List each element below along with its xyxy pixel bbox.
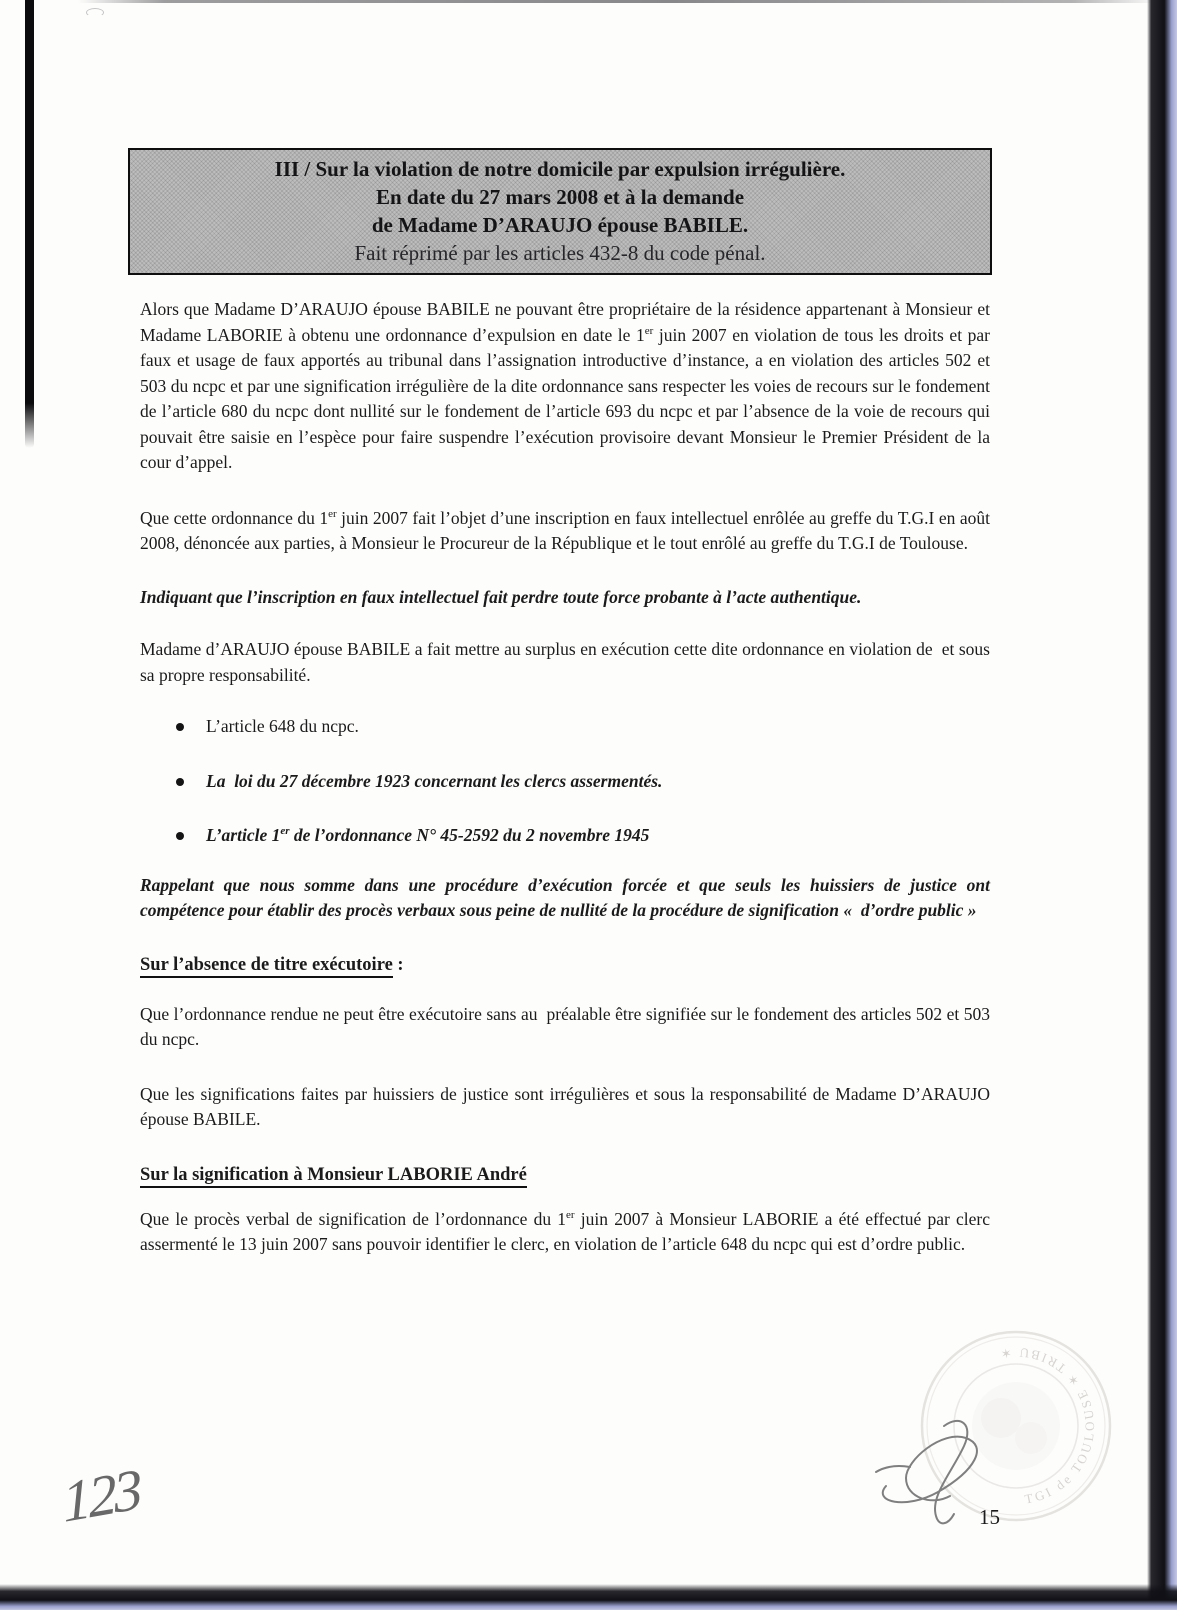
paragraph-alors bbox=[140, 297, 990, 476]
list-item-text bbox=[206, 823, 649, 849]
heading-underlined-text: Sur la signification à Monsieur LABORIE André bbox=[140, 1165, 527, 1188]
bullet-dot bbox=[176, 778, 184, 786]
paragraph-rendue: Que l’ordonnance rendue ne peut être exécutoire sans au préalable être signifiée sur le fondement des articles 502 et 503 du ncpc. bbox=[140, 1003, 990, 1049]
scan-edge-right bbox=[1147, 0, 1177, 1610]
paragraph-madame: Madame d’ARAUJO épouse BABILE a fait mettre au surplus en exécution cette dite ordonnance en violation de et sous sa propre responsabilité. bbox=[140, 639, 990, 685]
paragraph-ordonnance-text: Que cette ordonnance du 1 bbox=[140, 507, 329, 528]
paragraph-rappelant: Rappelant que nous somme dans une procédure d’exécution forcée et que seuls les huissiers de justice ont compétence pour établir des procès verbaux sous peine de nullité de la procédure de signification « d’ordre public » bbox=[140, 874, 990, 920]
scan-edge-bottom bbox=[0, 1584, 1177, 1610]
ordinal-superscript: er bbox=[328, 507, 337, 520]
paragraph-proces-verbal bbox=[140, 1207, 990, 1258]
section-title-line2: En date du 27 mars 2008 et à la demande bbox=[375, 185, 745, 209]
section-title-box bbox=[128, 148, 992, 275]
list-item-text-part2: de l’ordonnance N° 45-2592 du 2 novembre 1945 bbox=[289, 825, 650, 845]
list-item-text: L’article 648 du ncpc. bbox=[206, 716, 359, 736]
paragraph-ordonnance-text2: juin 2007 fait l’objet d’une inscription en faux intellectuel enrôlée au greffe du T.G.I en août 2008, dénoncée aux parties, à Monsieur le Procureur de la République et le tout enrôlé au greffe du T.G.I de Toulouse. bbox=[140, 507, 990, 553]
list-item-article-648 bbox=[176, 714, 990, 740]
section-title-line1: III / Sur la violation de notre domicile par expulsion irrégulière. bbox=[274, 157, 846, 181]
paragraph-significations: Que les significations faites par huissiers de justice sont irrégulières et sous la responsabilité de Madame D’ARAUJO épouse BABILE. bbox=[140, 1083, 990, 1129]
heading-underlined-text: Sur l’absence de titre exécutoire bbox=[140, 955, 393, 978]
paragraph-proces-text: Que le procès verbal de signification de l’ordonnance du 1 bbox=[140, 1208, 567, 1229]
ordinal-superscript: er bbox=[566, 1208, 575, 1221]
paragraph-indiquant: Indiquant que l’inscription en faux intellectuel fait perdre toute force probante à l’acte authentique. bbox=[140, 586, 862, 607]
page-number: 15 bbox=[979, 1505, 1000, 1529]
heading-suffix: : bbox=[392, 954, 404, 975]
scan-edge-left-bar bbox=[25, 0, 34, 448]
scan-edge-top bbox=[78, 0, 1159, 3]
bullet-dot bbox=[176, 832, 184, 840]
stamp-arc-text: TGI de TOULOUSE ✶ TRIBU ✶ bbox=[996, 1344, 1098, 1507]
ordinal-superscript: er bbox=[644, 324, 654, 337]
list-item-text: La loi du 27 décembre 1923 concernant les clercs assermentés. bbox=[206, 770, 663, 791]
list-item-text-part1: L’article 1 bbox=[206, 825, 281, 845]
scan-smudge bbox=[86, 8, 104, 17]
paragraph-alors-text2: juin 2007 en violation de tous les droits et par faux et usage de faux apportés au tribunal dans l’assignation introductive d’instance, a en violation des articles 502 et 503 du ncpc et par une signification irrégulière de la dite ordonnance sans respecter les voies de recours sur le fondement de l’article 680 du ncpc dont nullité sur le fondement de l’article 693 du ncpc et par l’absence de la voie de recours qui pouvait être saisie en l’espèce pour faire suspendre l’exécution provisoire devant Monsieur le Premier Président de la cour d’appel. bbox=[140, 324, 990, 472]
list-item-ordonnance-1945 bbox=[176, 823, 990, 849]
handwritten-number: 123 bbox=[60, 1456, 142, 1535]
list-item-loi-1923 bbox=[176, 769, 990, 795]
ordinal-superscript: er bbox=[280, 825, 290, 838]
bullet-dot bbox=[176, 723, 184, 731]
section-title-line4: Fait réprimé par les articles 432-8 du code pénal. bbox=[354, 241, 766, 265]
section-title-line3: de Madame D’ARAUJO épouse BABILE. bbox=[371, 213, 749, 237]
paragraph-alors-text: Alors que Madame D’ARAUJO épouse BABILE ne pouvant être propriétaire de la résidence appartenant à Monsieur et Madame LABORIE à obtenu une ordonnance d’expulsion en date le 1 bbox=[140, 299, 990, 345]
paragraph-proces-text2: juin 2007 à Monsieur LABORIE a été effectué par clerc assermenté le 13 juin 2007 sans pouvoir identifier le clerc, en violation de l’article 648 du ncpc qui est d’ordre public. bbox=[140, 1208, 990, 1254]
paragraph-ordonnance bbox=[140, 506, 990, 557]
document-body bbox=[140, 148, 990, 1258]
heading-titre-executoire bbox=[140, 952, 990, 978]
heading-signification-laborie bbox=[140, 1162, 990, 1188]
